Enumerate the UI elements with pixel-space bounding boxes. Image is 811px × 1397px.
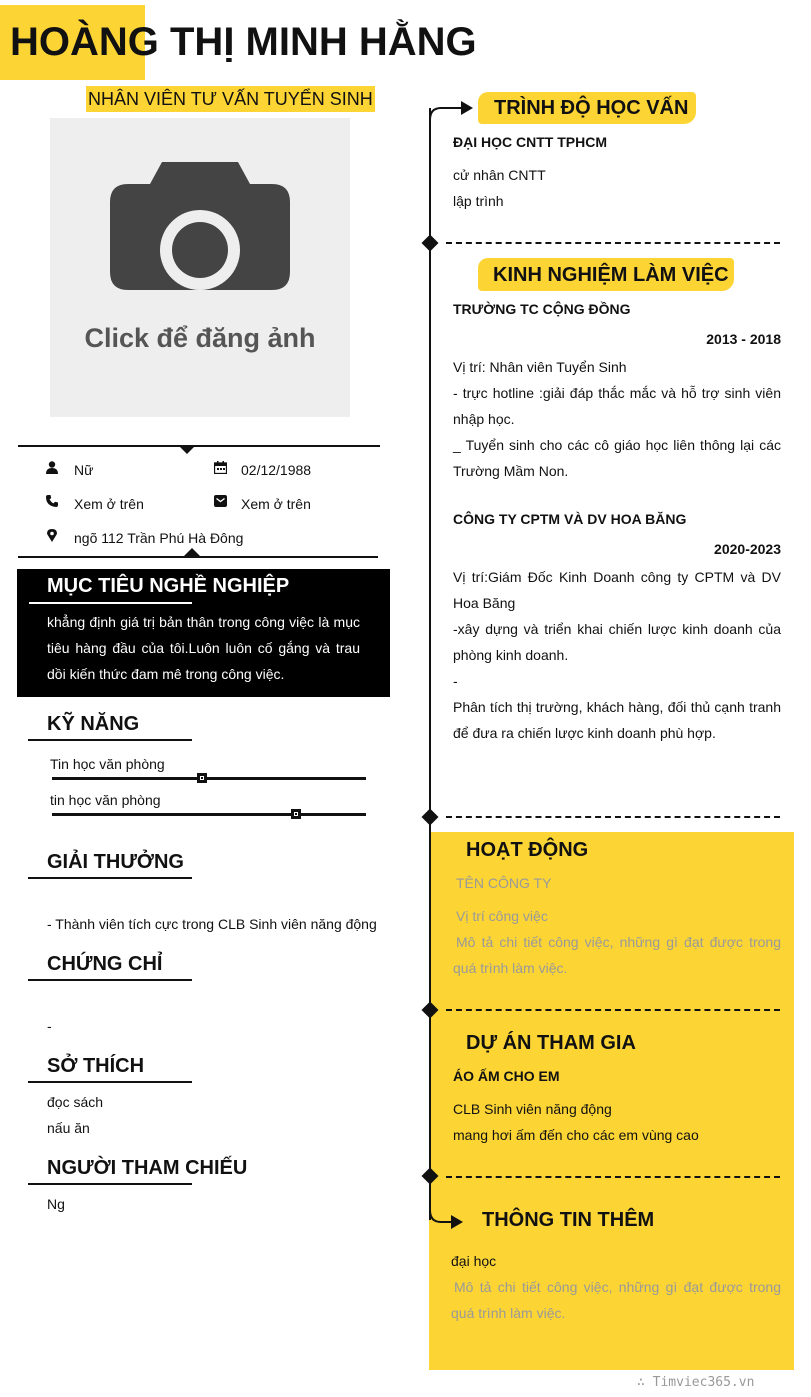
references-title-line (28, 1183, 192, 1185)
hobbies-title: SỞ THÍCH (47, 1055, 145, 1077)
info-bottom-arrow (184, 548, 200, 556)
job-description (453, 354, 781, 484)
skill-level-handle (197, 773, 207, 783)
extra-title: THÔNG TIN THÊM (482, 1209, 655, 1231)
section-divider (446, 242, 780, 244)
education-school: ĐẠI HỌC CNTT TPHCM (453, 134, 607, 150)
awards-title: GIẢI THƯỞNG (47, 851, 184, 873)
user-icon (44, 461, 60, 477)
certificates-text: - (47, 1018, 52, 1034)
certificates-title-line (28, 979, 192, 981)
watermark: ∴ Timviec365.vn (637, 1375, 755, 1390)
job-title: NHÂN VIÊN TƯ VẤN TUYỂN SINH (86, 86, 375, 112)
skill-name: Tin học văn phòng (50, 756, 165, 772)
skill-bar (52, 813, 366, 816)
skill-level-handle (291, 809, 301, 819)
info-top-line (18, 445, 380, 447)
projects-title: DỰ ÁN THAM GIA (466, 1032, 636, 1054)
watermark-text: Timviec365.vn (652, 1375, 755, 1390)
info-top-arrow (179, 446, 195, 454)
arrow-right-icon (429, 98, 473, 120)
activities-title: HOẠT ĐỘNG (466, 839, 589, 861)
project-name: ÁO ẤM CHO EM (453, 1068, 560, 1084)
objective-section (17, 569, 390, 697)
references-title: NGƯỜI THAM CHIẾU (47, 1157, 248, 1179)
full-name: HOÀNG THỊ MINH HẰNG (10, 20, 477, 64)
skill-bar (52, 777, 366, 780)
hobby-item: nấu ăn (47, 1120, 90, 1136)
section-divider (446, 1176, 780, 1178)
birthday: 02/12/1988 (241, 462, 312, 478)
job-period: 2013 - 2018 (706, 331, 781, 347)
info-bottom-line (18, 556, 378, 558)
certificates-title: CHỨNG CHỈ (47, 953, 163, 975)
skills-title: KỸ NĂNG (47, 713, 140, 735)
hobby-item: đọc sách (47, 1094, 104, 1110)
arrow-right-icon (429, 1210, 463, 1234)
project-line: mang hơi ấm đến cho các em vùng cao (453, 1127, 699, 1143)
objective-title: MỤC TIÊU NGHỀ NGHIỆP (47, 575, 290, 597)
address: ngõ 112 Trần Phú Hà Đông (74, 530, 244, 546)
job-line: Phân tích thị trường, khách hàng, đối thủ cạnh tranh để đưa ra chiến lược kinh doanh phù hợp. (453, 699, 781, 741)
photo-label: Click để đăng ảnh (84, 323, 316, 353)
timeline-line (429, 108, 431, 1220)
location-icon (44, 529, 60, 545)
job-company: CÔNG TY CPTM VÀ DV HOA BĂNG (453, 511, 687, 527)
timeline-marker (422, 809, 439, 826)
timeline-marker (422, 235, 439, 252)
extra-line: đại học (451, 1253, 497, 1269)
section-divider (446, 816, 780, 818)
activities-company: TÊN CÔNG TY (456, 875, 552, 891)
activities-position: Vị trí công việc (456, 908, 548, 924)
education-line: lập trình (453, 193, 504, 209)
job-line: Vị trí:Giám Đốc Kinh Doanh công ty CPTM và DV Hoa Băng (453, 569, 781, 611)
job-line: -xây dựng và triển khai chiến lược kinh doanh của phòng kinh doanh. (453, 621, 781, 663)
activities-description: Mô tả chi tiết công việc, những gì đạt được trong quá trình làm việc. (453, 934, 781, 976)
job-line: Vị trí: Nhân viên Tuyển Sinh (453, 359, 627, 375)
project-line: CLB Sinh viên năng động (453, 1101, 612, 1117)
objective-title-line (29, 602, 192, 604)
extra-description: Mô tả chi tiết công việc, những gì đạt được trong quá trình làm việc. (451, 1279, 781, 1321)
references-text: Ng (47, 1196, 65, 1212)
education-title: TRÌNH ĐỘ HỌC VẤN (494, 97, 689, 119)
calendar-icon (212, 461, 228, 477)
job-line: - (453, 673, 458, 689)
job-line: - trực hotline :giải đáp thắc mắc và hỗ trợ sinh viên nhập học. (453, 385, 781, 427)
section-divider (446, 1009, 780, 1011)
experience-title: KINH NGHIỆM LÀM VIỆC (493, 264, 729, 286)
phone-icon (44, 495, 60, 510)
email: Xem ở trên (241, 496, 311, 512)
phone: Xem ở trên (74, 496, 144, 512)
job-period: 2020-2023 (714, 541, 781, 557)
photo-upload[interactable] (50, 118, 350, 417)
job-line: _ Tuyển sinh cho các cô giáo học liên thông lại các Trường Mầm Non. (453, 437, 781, 479)
camera-icon (110, 162, 290, 290)
awards-text: - Thành viên tích cực trong CLB Sinh viên năng động (47, 916, 377, 932)
skill-name: tin học văn phòng (50, 792, 161, 808)
education-line: cử nhân CNTT (453, 167, 546, 183)
job-description (453, 564, 781, 746)
gender: Nữ (74, 462, 94, 478)
skills-title-line (28, 739, 192, 741)
job-company: TRƯỜNG TC CỘNG ĐỒNG (453, 301, 631, 317)
email-icon (212, 495, 228, 510)
awards-title-line (28, 877, 192, 879)
objective-text: khẳng định giá trị bản thân trong công việc là mục tiêu hàng đầu của tôi.Luôn luôn cố gắng và trau dồi kiến thức đam mê trong công việc. (47, 614, 360, 682)
hobbies-title-line (28, 1081, 192, 1083)
